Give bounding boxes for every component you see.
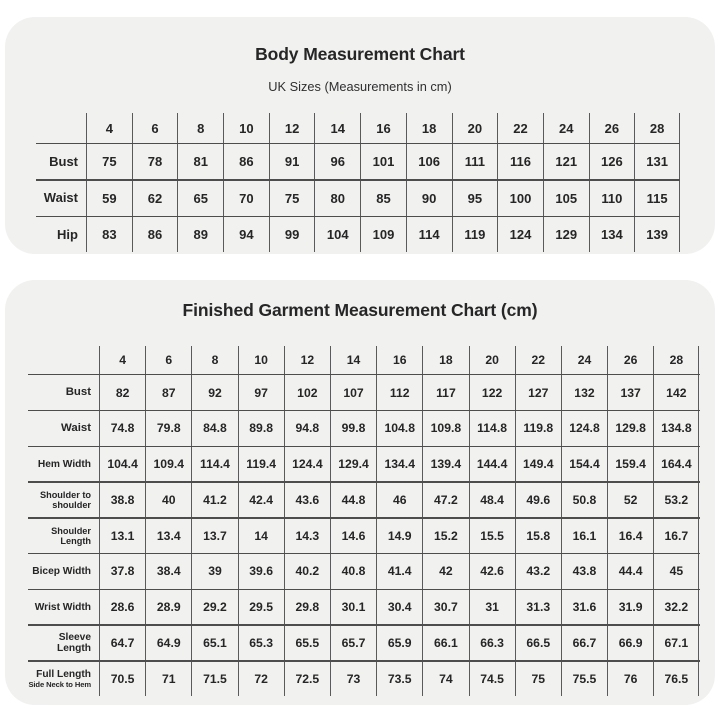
table-cell: 102	[284, 375, 330, 409]
table-cell: 129	[543, 217, 589, 252]
row-label-wrist-width	[28, 590, 99, 624]
table-cell: 64.9	[145, 626, 191, 660]
row-label-text: Shoulder to shoulder	[39, 489, 91, 510]
table-header-row	[36, 113, 680, 143]
row-label-text: Sleeve Length	[57, 631, 91, 655]
table-cell: 28.9	[145, 590, 191, 624]
table-cell: 104.8	[376, 411, 422, 445]
table-cell: 149.4	[515, 447, 561, 481]
table-cell: 31.3	[515, 590, 561, 624]
size-header-22: 22	[497, 113, 543, 143]
table-cell: 124.8	[561, 411, 607, 445]
table-cell: 159.4	[607, 447, 653, 481]
table-cell: 62	[132, 181, 178, 216]
size-header-20: 20	[469, 346, 515, 374]
table-row	[28, 447, 700, 481]
row-label-text: Bicep Width	[32, 565, 91, 577]
table-cell: 129.4	[330, 447, 376, 481]
table-cell: 84.8	[191, 411, 237, 445]
table-cell: 66.5	[515, 626, 561, 660]
row-label-text: Waist	[43, 190, 78, 206]
size-header-26: 26	[589, 113, 635, 143]
table-cell: 75	[86, 144, 132, 179]
table-row	[36, 181, 680, 216]
table-cell: 66.3	[469, 626, 515, 660]
table-cell: 154.4	[561, 447, 607, 481]
table-cell: 104	[314, 217, 360, 252]
body-chart-subtitle: UK Sizes (Measurements in cm)	[268, 79, 452, 94]
table-header-row	[28, 346, 700, 374]
table-cell: 109.8	[422, 411, 468, 445]
table-cell: 14.9	[376, 519, 422, 553]
table-cell: 126	[589, 144, 635, 179]
table-cell: 70.5	[99, 662, 145, 696]
row-label-text: Bust	[65, 386, 91, 399]
table-cell: 45	[653, 554, 699, 588]
size-header-6: 6	[145, 346, 191, 374]
table-cell: 15.8	[515, 519, 561, 553]
table-cell: 107	[330, 375, 376, 409]
table-cell: 144.4	[469, 447, 515, 481]
table-row	[28, 590, 700, 624]
table-cell: 14.3	[284, 519, 330, 553]
table-cell: 65	[177, 181, 223, 216]
table-cell: 115	[634, 181, 680, 216]
table-cell: 14.6	[330, 519, 376, 553]
table-cell: 29.2	[191, 590, 237, 624]
table-cell: 44.8	[330, 483, 376, 517]
table-cell: 31.9	[607, 590, 653, 624]
table-cell: 101	[360, 144, 406, 179]
table-cell: 74	[422, 662, 468, 696]
row-label-text: Full Length	[36, 668, 91, 680]
table-cell: 65.9	[376, 626, 422, 660]
row-label-subtext: Side Neck to Hem	[28, 679, 91, 689]
table-cell: 105	[543, 181, 589, 216]
table-cell: 94	[223, 217, 269, 252]
table-cell: 106	[406, 144, 452, 179]
table-cell: 137	[607, 375, 653, 409]
table-cell: 76	[607, 662, 653, 696]
table-row	[36, 144, 680, 179]
table-cell: 87	[145, 375, 191, 409]
table-cell: 70	[223, 181, 269, 216]
row-label-shoulder-length	[28, 519, 99, 553]
row-label-text: Bust	[49, 153, 78, 169]
table-row	[36, 217, 680, 252]
table-row	[28, 662, 700, 696]
size-header-28: 28	[653, 346, 699, 374]
table-cell: 86	[132, 217, 178, 252]
table-cell: 134.8	[653, 411, 699, 445]
table-cell: 119.4	[238, 447, 284, 481]
size-header-4: 4	[99, 346, 145, 374]
table-cell: 131	[634, 144, 680, 179]
garment-measurement-card	[5, 280, 715, 705]
row-label-waist	[28, 411, 99, 445]
row-label-bust	[28, 375, 99, 409]
table-cell: 119.8	[515, 411, 561, 445]
table-cell: 76.5	[653, 662, 699, 696]
size-header-28: 28	[634, 113, 680, 143]
table-cell: 72.5	[284, 662, 330, 696]
table-cell: 43.6	[284, 483, 330, 517]
table-cell: 38.8	[99, 483, 145, 517]
row-label-bust	[36, 144, 86, 179]
table-cell: 43.8	[561, 554, 607, 588]
table-cell: 29.5	[238, 590, 284, 624]
size-header-12: 12	[269, 113, 315, 143]
row-label-text: Wrist Width	[34, 601, 91, 613]
table-cell: 16.7	[653, 519, 699, 553]
size-header-6: 6	[132, 113, 178, 143]
table-cell: 59	[86, 181, 132, 216]
table-cell: 73	[330, 662, 376, 696]
table-cell: 71.5	[191, 662, 237, 696]
table-cell: 94.8	[284, 411, 330, 445]
table-row	[28, 483, 700, 517]
table-cell: 31.6	[561, 590, 607, 624]
table-cell: 47.2	[422, 483, 468, 517]
table-cell: 71	[145, 662, 191, 696]
table-cell: 14	[238, 519, 284, 553]
header-corner-cell	[28, 346, 99, 374]
table-cell: 134	[589, 217, 635, 252]
table-cell: 99.8	[330, 411, 376, 445]
table-cell: 124.4	[284, 447, 330, 481]
size-header-16: 16	[376, 346, 422, 374]
table-cell: 16.1	[561, 519, 607, 553]
row-label-bicep-width	[28, 554, 99, 588]
table-cell: 74.8	[99, 411, 145, 445]
table-cell: 50.8	[561, 483, 607, 517]
table-cell: 75	[269, 181, 315, 216]
table-cell: 15.2	[422, 519, 468, 553]
table-cell: 112	[376, 375, 422, 409]
table-cell: 40.2	[284, 554, 330, 588]
table-cell: 109.4	[145, 447, 191, 481]
table-row	[28, 626, 700, 660]
table-cell: 42.6	[469, 554, 515, 588]
table-cell: 100	[497, 181, 543, 216]
table-cell: 99	[269, 217, 315, 252]
row-label-hip	[36, 217, 86, 252]
table-cell: 49.6	[515, 483, 561, 517]
table-cell: 129.8	[607, 411, 653, 445]
table-cell: 40	[145, 483, 191, 517]
row-label-text: Waist	[61, 422, 91, 435]
table-cell: 42.4	[238, 483, 284, 517]
table-cell: 43.2	[515, 554, 561, 588]
table-cell: 48.4	[469, 483, 515, 517]
size-header-26: 26	[607, 346, 653, 374]
table-cell: 66.7	[561, 626, 607, 660]
table-cell: 65.7	[330, 626, 376, 660]
table-cell: 78	[132, 144, 178, 179]
table-cell: 75	[515, 662, 561, 696]
table-cell: 52	[607, 483, 653, 517]
size-header-14: 14	[314, 113, 360, 143]
table-cell: 29.8	[284, 590, 330, 624]
table-cell: 41.4	[376, 554, 422, 588]
table-cell: 72	[238, 662, 284, 696]
size-header-24: 24	[561, 346, 607, 374]
table-row	[28, 411, 700, 445]
table-cell: 80	[314, 181, 360, 216]
table-cell: 53.2	[653, 483, 699, 517]
table-cell: 66.9	[607, 626, 653, 660]
table-cell: 32.2	[653, 590, 699, 624]
table-cell: 119	[452, 217, 498, 252]
size-header-12: 12	[284, 346, 330, 374]
table-cell: 13.4	[145, 519, 191, 553]
row-label-text: Hem Width	[37, 458, 91, 470]
table-row	[28, 519, 700, 553]
table-cell: 85	[360, 181, 406, 216]
table-cell: 117	[422, 375, 468, 409]
table-cell: 114	[406, 217, 452, 252]
table-cell: 127	[515, 375, 561, 409]
table-cell: 90	[406, 181, 452, 216]
header-corner-cell	[36, 113, 86, 143]
table-cell: 79.8	[145, 411, 191, 445]
table-cell: 30.7	[422, 590, 468, 624]
size-header-18: 18	[406, 113, 452, 143]
table-cell: 142	[653, 375, 699, 409]
table-cell: 37.8	[99, 554, 145, 588]
table-row	[28, 554, 700, 588]
size-header-8: 8	[191, 346, 237, 374]
table-cell: 44.4	[607, 554, 653, 588]
size-header-10: 10	[238, 346, 284, 374]
size-header-22: 22	[515, 346, 561, 374]
table-cell: 83	[86, 217, 132, 252]
row-label-shoulder-to-shoulder	[28, 483, 99, 517]
row-label-text: Hip	[57, 226, 78, 242]
row-label-text: Shoulder Length	[51, 525, 91, 546]
table-cell: 41.2	[191, 483, 237, 517]
size-header-24: 24	[543, 113, 589, 143]
table-cell: 86	[223, 144, 269, 179]
table-cell: 28.6	[99, 590, 145, 624]
table-cell: 92	[191, 375, 237, 409]
table-cell: 104.4	[99, 447, 145, 481]
garment-chart-title: Finished Garment Measurement Chart (cm)	[182, 300, 538, 320]
table-cell: 65.5	[284, 626, 330, 660]
garment-measurement-table	[28, 346, 700, 696]
row-label-waist	[36, 181, 86, 216]
table-cell: 39	[191, 554, 237, 588]
table-cell: 38.4	[145, 554, 191, 588]
table-cell: 114.8	[469, 411, 515, 445]
table-cell: 134.4	[376, 447, 422, 481]
table-cell: 109	[360, 217, 406, 252]
table-cell: 82	[99, 375, 145, 409]
table-cell: 89.8	[238, 411, 284, 445]
table-cell: 13.7	[191, 519, 237, 553]
table-cell: 81	[177, 144, 223, 179]
table-cell: 97	[238, 375, 284, 409]
row-label-full-length	[28, 662, 99, 696]
table-cell: 95	[452, 181, 498, 216]
body-measurement-card	[5, 17, 715, 254]
table-cell: 74.5	[469, 662, 515, 696]
table-row	[28, 375, 700, 409]
table-cell: 110	[589, 181, 635, 216]
size-header-10: 10	[223, 113, 269, 143]
size-header-8: 8	[177, 113, 223, 143]
table-cell: 164.4	[653, 447, 699, 481]
table-cell: 15.5	[469, 519, 515, 553]
size-header-18: 18	[422, 346, 468, 374]
table-cell: 31	[469, 590, 515, 624]
table-cell: 42	[422, 554, 468, 588]
size-header-4: 4	[86, 113, 132, 143]
body-chart-title: Body Measurement Chart	[255, 44, 465, 64]
row-label-sleeve-length	[28, 626, 99, 660]
table-cell: 40.8	[330, 554, 376, 588]
table-cell: 67.1	[653, 626, 699, 660]
table-cell: 91	[269, 144, 315, 179]
table-cell: 116	[497, 144, 543, 179]
table-cell: 139.4	[422, 447, 468, 481]
table-cell: 121	[543, 144, 589, 179]
table-cell: 64.7	[99, 626, 145, 660]
body-measurement-table	[36, 113, 680, 252]
table-cell: 30.1	[330, 590, 376, 624]
table-cell: 111	[452, 144, 498, 179]
table-cell: 89	[177, 217, 223, 252]
table-cell: 75.5	[561, 662, 607, 696]
table-cell: 122	[469, 375, 515, 409]
table-cell: 139	[634, 217, 680, 252]
table-cell: 30.4	[376, 590, 422, 624]
table-cell: 132	[561, 375, 607, 409]
size-header-14: 14	[330, 346, 376, 374]
table-cell: 16.4	[607, 519, 653, 553]
table-cell: 46	[376, 483, 422, 517]
table-cell: 39.6	[238, 554, 284, 588]
table-cell: 65.1	[191, 626, 237, 660]
table-cell: 124	[497, 217, 543, 252]
table-cell: 66.1	[422, 626, 468, 660]
size-header-20: 20	[452, 113, 498, 143]
table-cell: 114.4	[191, 447, 237, 481]
row-label-hem-width	[28, 447, 99, 481]
table-cell: 73.5	[376, 662, 422, 696]
table-cell: 96	[314, 144, 360, 179]
table-cell: 13.1	[99, 519, 145, 553]
table-cell: 65.3	[238, 626, 284, 660]
size-header-16: 16	[360, 113, 406, 143]
